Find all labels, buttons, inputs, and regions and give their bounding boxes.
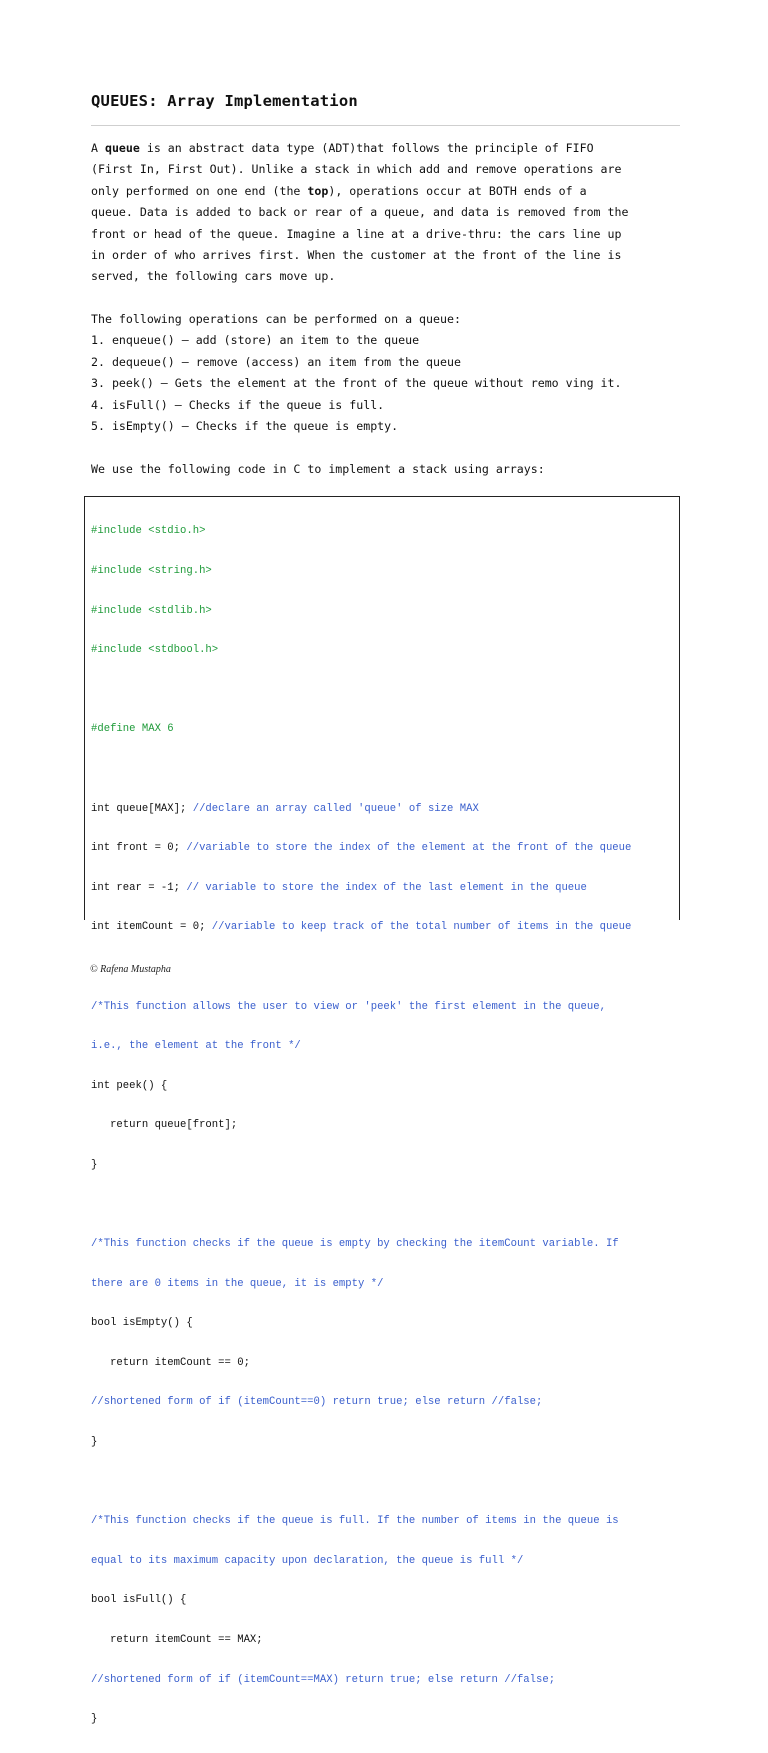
code-comment: //declare an array called 'queue' of size MAX bbox=[192, 802, 479, 815]
term-queue: queue bbox=[104, 141, 140, 155]
code-line-blank bbox=[91, 1199, 679, 1212]
operation-item: 4. isFull() – Checks if the queue is full. bbox=[91, 397, 385, 412]
code-line-blank bbox=[91, 763, 679, 776]
operation-item: 5. isEmpty() – Checks if the queue is empty. bbox=[91, 419, 399, 434]
code-line-statement: return itemCount == 0; bbox=[91, 1356, 250, 1369]
code-line-statement: return itemCount == MAX; bbox=[91, 1634, 263, 1647]
operations-list bbox=[91, 309, 691, 437]
code-line-blank bbox=[91, 684, 679, 697]
intro-line: served, the following cars move up. bbox=[91, 269, 336, 284]
operation-item: 1. enqueue() – add (store) an item to the queue bbox=[91, 333, 420, 348]
intro-line: A queue is an abstract data type (ADT)that follows the principle of FIFO bbox=[91, 141, 594, 155]
code-comment: //variable to keep track of the total number of items in the queue bbox=[211, 921, 632, 934]
code-line-blank bbox=[91, 961, 679, 974]
intro-line: in order of who arrives first. When the customer at the front of the line is bbox=[91, 248, 622, 263]
code-line-function: int peek() { bbox=[91, 1079, 168, 1092]
code-line-include: #include <stdio.h> bbox=[91, 525, 206, 538]
code-intro: We use the following code in C to implement a stack using arrays: bbox=[91, 462, 545, 476]
intro-line: front or head of the queue. Imagine a line at a drive-thru: the cars line up bbox=[91, 226, 622, 241]
code-line-brace: } bbox=[91, 1158, 98, 1171]
copyright-footer: © Rafena Mustapha bbox=[90, 964, 171, 975]
intro-line: only performed on one end (the top), operations occur at BOTH ends of a bbox=[91, 183, 587, 198]
code-line-declaration: int rear = -1; // variable to store the index of the last element in the queue bbox=[91, 881, 587, 894]
operation-item: 3. peek() – Gets the element at the front of the queue without remo ving it. bbox=[91, 376, 622, 391]
operation-item: 2. dequeue() – remove (access) an item from the queue bbox=[91, 354, 461, 369]
code-line-statement: return queue[front]; bbox=[91, 1119, 238, 1132]
title-divider bbox=[91, 125, 680, 126]
code-comment: equal to its maximum capacity upon declaration, the queue is full */ bbox=[91, 1554, 524, 1567]
operations-heading: The following operations can be performed on a queue: bbox=[91, 312, 461, 326]
code-line-declaration: int front = 0; //variable to store the index of the element at the front of the queue bbox=[91, 842, 632, 855]
code-comment: /*This function checks if the queue is empty by checking the itemCount variable. If bbox=[91, 1238, 619, 1251]
code-line-declaration: int queue[MAX]; //declare an array called 'queue' of size MAX bbox=[91, 802, 479, 815]
code-listing bbox=[91, 499, 679, 1753]
code-comment: //shortened form of if (itemCount==MAX) return true; else return //false; bbox=[91, 1673, 556, 1686]
code-line-include: #include <stdlib.h> bbox=[91, 604, 212, 617]
code-line-include: #include <stdbool.h> bbox=[91, 644, 219, 657]
code-comment: //variable to store the index of the element at the front of the queue bbox=[186, 842, 632, 855]
code-line-function: bool isFull() { bbox=[91, 1594, 187, 1607]
code-comment: /*This function checks if the queue is full. If the number of items in the queue is bbox=[91, 1515, 619, 1528]
code-comment: i.e., the element at the front */ bbox=[91, 1040, 301, 1053]
code-comment: /*This function allows the user to view or 'peek' the first element in the queue, bbox=[91, 1000, 606, 1013]
page-title: QUEUES: Array Implementation bbox=[91, 92, 358, 110]
code-line-function: bool isEmpty() { bbox=[91, 1317, 193, 1330]
intro-line: queue. Data is added to back or rear of a queue, and data is removed from the bbox=[91, 205, 629, 220]
code-line-brace: } bbox=[91, 1436, 98, 1449]
code-line-blank bbox=[91, 1476, 679, 1489]
code-comment: there are 0 items in the queue, it is empty */ bbox=[91, 1277, 384, 1290]
code-line-brace: } bbox=[91, 1713, 98, 1726]
code-line-declaration: int itemCount = 0; //variable to keep track of the total number of items in the queue bbox=[91, 921, 632, 934]
code-comment: //shortened form of if (itemCount==0) return true; else return //false; bbox=[91, 1396, 543, 1409]
intro-paragraph bbox=[91, 138, 691, 288]
code-comment: // variable to store the index of the last element in the queue bbox=[186, 881, 587, 894]
code-line-include: #include <string.h> bbox=[91, 565, 212, 577]
term-top: top bbox=[307, 183, 329, 198]
intro-line: (First In, First Out). Unlike a stack in which add and remove operations are bbox=[91, 162, 622, 177]
code-line-define: #define MAX 6 bbox=[91, 723, 174, 736]
